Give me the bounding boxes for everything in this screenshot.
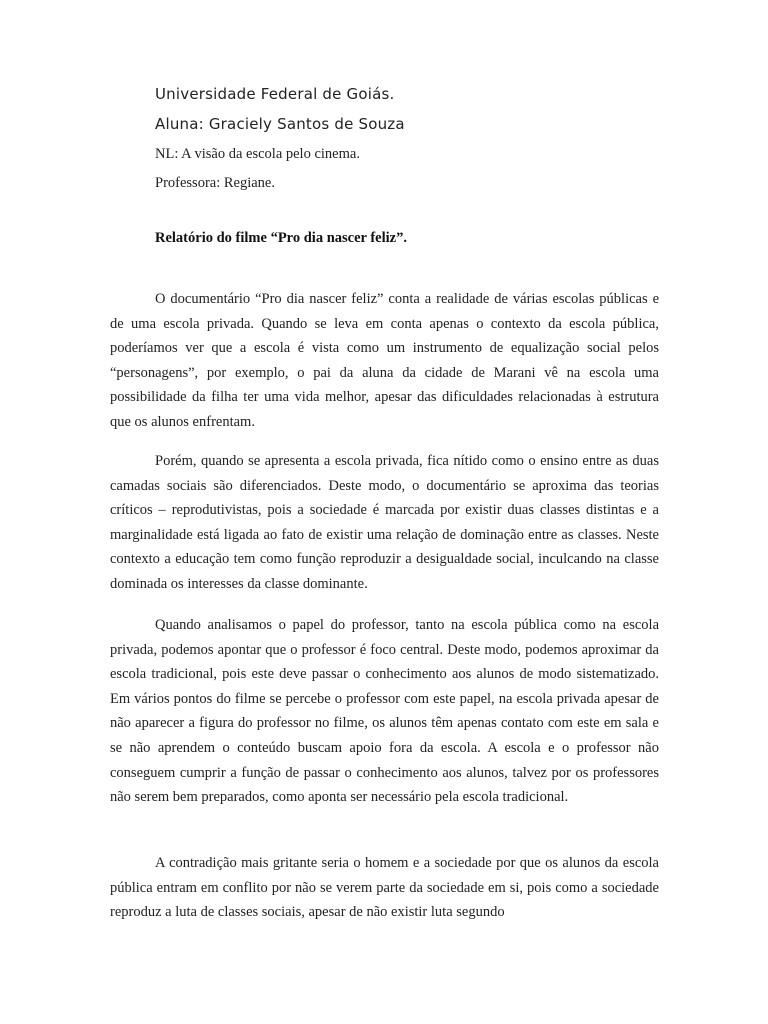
paragraph-4: A contradição mais gritante seria o homem e a sociedade por que os alunos da escola pública entram em conflito por não se verem parte da sociedade em si, pois como a sociedade reproduz a luta de classes sociais, apesar de não existir luta segundo	[110, 855, 659, 921]
document-title: Relatório do filme “Pro dia nascer feliz”.	[155, 230, 407, 246]
professor-name: Professora: Regiane.	[155, 175, 275, 191]
university-name: Universidade Federal de Goiás.	[155, 85, 395, 103]
course-name: NL: A visão da escola pelo cinema.	[155, 146, 360, 162]
student-name: Aluna: Graciely Santos de Souza	[155, 115, 405, 133]
paragraph-1: O documentário “Pro dia nascer feliz” conta a realidade de várias escolas públicas e de uma escola privada. Quando se leva em conta apenas o contexto da escola pública, poderíamos ver que a escola é vista como um instrumento de equalização social pelos “personagens”, por exemplo, o pai da aluna da cidade de Marani vê na escola uma possibilidade da filha ter uma vida melhor, apesar das dificuldades relacionadas à estrutura que os alunos enfrentam.	[110, 291, 659, 430]
paragraph-3: Quando analisamos o papel do professor, tanto na escola pública como na escola privada, podemos apontar que o professor é foco central. Deste modo, podemos aproximar da escola tradicional, pois este deve passar o conhecimento aos alunos de modo sistematizado. Em vários pontos do filme se percebe o professor com este papel, na escola privada apesar de não aparecer a figura do professor no filme, os alunos têm apenas contato com este em sala e se não aprendem o conteúdo buscam apoio fora da escola. A escola e o professor não conseguem cumprir a função de passar o conhecimento aos alunos, talvez por os professores não serem bem preparados, como aponta ser necessário pela escola tradicional.	[110, 617, 659, 806]
paragraph-2: Porém, quando se apresenta a escola privada, fica nítido como o ensino entre as duas camadas sociais são diferenciados. Deste modo, o documentário se aproxima das teorias críticos – reprodutivistas, pois a sociedade é marcada por existir duas classes distintas e a marginalidade está ligada ao fato de existir uma relação de dominação entre as classes. Neste contexto a educação tem como função reproduzir a desigualdade social, inculcando na classe dominada os interesses da classe dominante.	[110, 453, 659, 592]
